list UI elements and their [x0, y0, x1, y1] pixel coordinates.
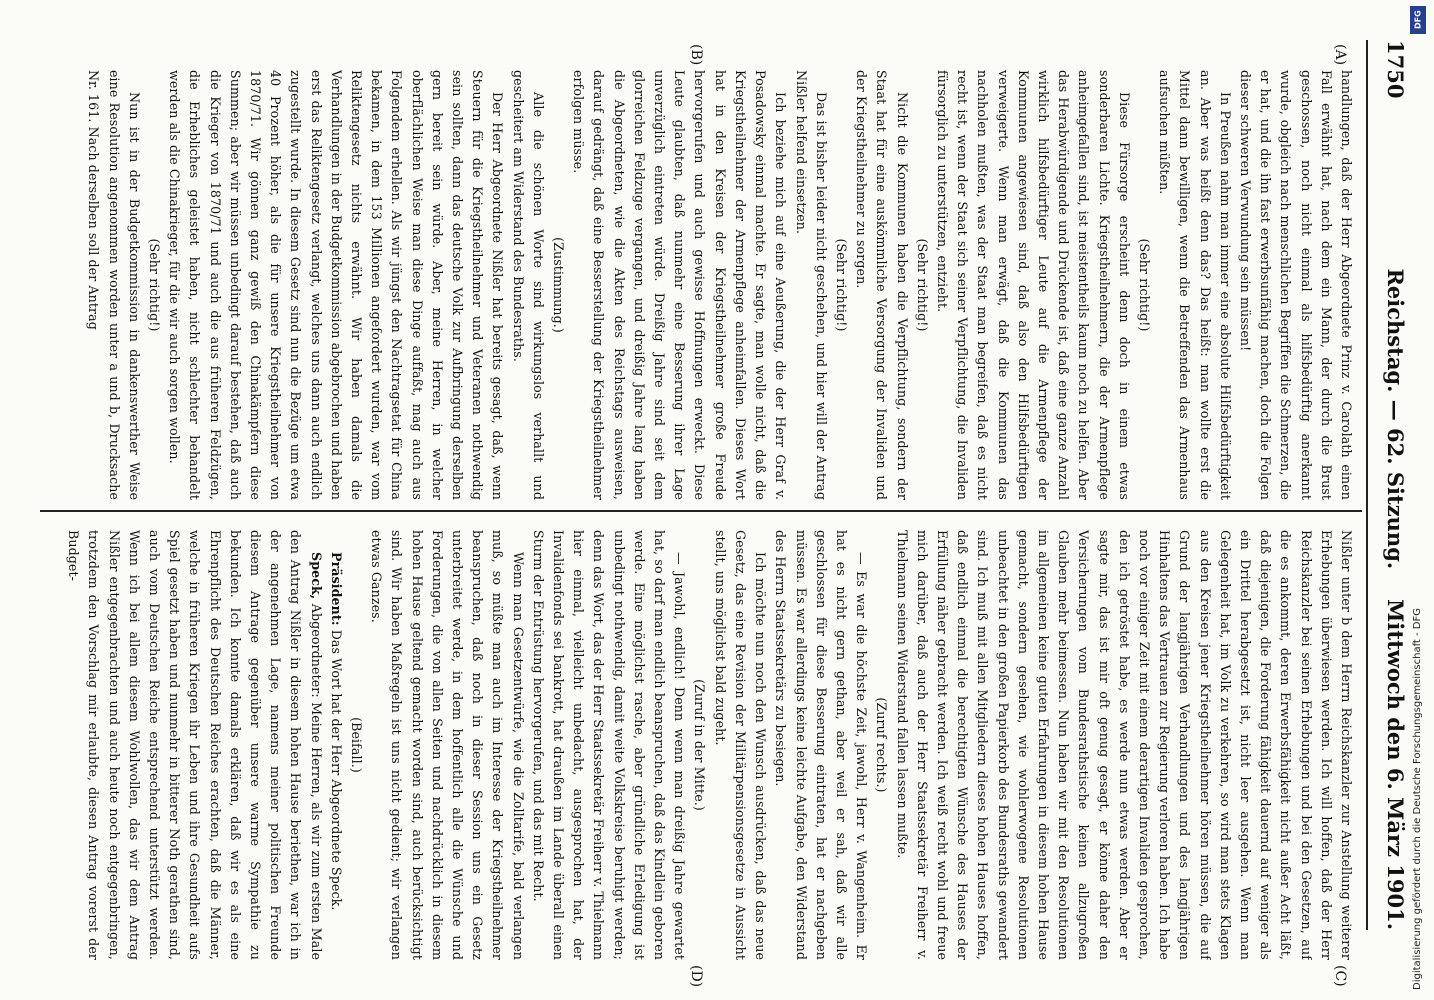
interjection: (Sehr richtig!) — [147, 238, 163, 332]
speech-speck — [63, 530, 326, 960]
column-divider — [40, 510, 1362, 512]
paragraph: Nißler unter b dem Herrn Reichskanzler zur Anstellung weiterer Erhebungen überwiesen werden. Ich will hoffen, daß der Herr Reichskanzler bei seinen Erhebungen und bei den Gesetzen, auf die es ankommt, deren Erwerbsfähigkeit nicht außer Acht läßt, daß diejenigen, die Forderung fähigkeit dauernd auf weniger als ein Drittel herabgesetzt ist, nicht leer ausgehen. Wenn man Gelegenheit hat, im Volk zu verkehren, so wird man stets Klagen aus den Kreisen jener Kriegstheilnehmer hören müssen, die auf Grund der langjährigen Verhandlungen und des langjährigen Hinhaltens das Vertrauen zur Regierung verloren haben. Ich habe noch vor einiger Zeit mit einem derartigen Invaliden gesprochen, den ich getröstet habe, es werde nun etwas werden. Aber er sagte mir, das ist mir oft genug gesagt, er könne daher den Versicherungen vom Bundesrathstische keinen allzugroßen Glauben mehr beimessen. Nun haben wir mit den Resolutionen im allgemeinen keine guten Erfahrungen in diesem hohen Hause gemacht, sondern gesehen, wie wohlerwogene Resolutionen unbeachtet in den großen Papierkorb des Bundesraths gewandert sind. Ich muß mit allen Mitgliedern dieses hohen Hauses hoffen, daß endlich einmal die berechtigten Wünsche des Hauses der Erfüllung näher gebracht werden. Ich weiß recht wohl und freue mich darüber, daß auch der Herr Staatssekretär Freiherr v. Thielmann seinen Widerstand fallen lassen mußte. — [894, 530, 1354, 960]
header-rule — [1366, 40, 1368, 930]
speech-text: Abgeordneter: Meine Herren, als wir zum ersten Male den Antrag Nißler in diesem hohen Hause beriethen, war ich in der angenehmen Lage, namens meiner politischen Freunde diesem Antrage gegenüber unsere warme Sympathie zu bekunden. Ich konnte damals erklären, daß wir es als eine Ehrenpflicht des Deutschen Reiches erachten, daß die Männer, welche in früheren Kriegen ihr Leben und ihre Gesundheit aufs Spiel gesetzt haben und nunmehr in bitterer Noth gerathen sind, auch vom Deutschen Reiche entsprechend unterstützt werden. Wenn ich bei allem diesem Wohlwollen, das wir dem Antrag Nißler entgegenbrachten und auch heute noch entgegenbringen, trotzdem den Vorschlag mir erlaubte, diesen Antrag vorerst der Budget- — [66, 530, 324, 960]
paragraph: handlungen, daß der Herr Abgeordnete Prinz v. Carolath einen Fall erwähnt hat, nach dem ein Mann, der durch die Brust geschossen, noch nicht einmal als hilfsbedürftig anerkannt wurde, obgleich nach menschlichen Begriffen die Schmerzen, die er hat, und die ihn fast erwerbsunfähig machen, doch die Folgen dieser schweren Verwundung sein müssen! — [1237, 70, 1354, 500]
paragraph: — Jawohl, endlich! Denn wenn man dreißig Jahre gewartet hat, so darf man endlich beanspruchen, daß das Kindlein geboren werde. Eine möglichst rasche, aber gründliche Erledigung ist unbedingt nothwendig, damit weite Volkskreise beruhigt werden; denn das Wort, das der Herr Staatssekretär Freiherr v. Thielmann hier einmal, vielleicht unbedacht, ausgesprochen hat, der Invalidenfonds sei bankrott, hat draußen im Lande überall einen Sturm der Entrüstung hervorgerufen, und das mit Recht. — [530, 530, 688, 960]
right-column — [40, 530, 1356, 960]
paragraph: Diese Fürsorge erscheint denn doch in einem etwas sonderbaren Lichte. Kriegstheilnehmern, die der Armenpflege anheimgefallen sind, ist meistentheils kaum noch zu helfen. Aber das Herabwürdigende und Drückende ist, daß eine ganze Anzahl wirklich hilfsbedürftiger Leute auf die Armenpflege der Kommunen angewiesen sind, daß also den Hilfsbedürftigen verweigerte. Wenn man erwägt, daß die Kommunen das nachholen mußten, was der Staat man begreifen, daß es nicht recht ist, wenn der Staat sich seiner Verpflichtung, die Invaliden fürsorglich zu unterstützen, entzieht. — [934, 70, 1132, 500]
margin-mark-c: (C) — [1332, 965, 1348, 987]
speech-president — [326, 530, 346, 960]
speaker-label: Speck, — [308, 552, 324, 600]
speech-text: Das Wort hat der Herr Abgeordnete Speck. — [328, 629, 344, 911]
left-column — [40, 70, 1356, 500]
interjection: (Sehr richtig!) — [833, 238, 849, 332]
paragraph: Ich möchte nun noch den Wunsch ausdrücken, daß das neue Gesetz, das eine Revision der Militärpensionsgesetze in Aussicht stellt, uns möglichst bald zugeht. — [712, 530, 769, 960]
speaker-label: Präsident: — [328, 552, 344, 626]
paragraph: Alle die schönen Worte sind wirkungslos verhallt und gescheitert am Widerstand des Bundesraths. — [510, 70, 546, 500]
interjection: (Zuruf in der Mitte.) — [692, 679, 708, 811]
credit-strip — [1404, 0, 1434, 1000]
interjection: (Sehr richtig!) — [1136, 238, 1152, 332]
margin-mark-b: (B) — [688, 44, 704, 66]
margin-mark-d: (D) — [688, 965, 704, 988]
paragraph: Das ist bisher leider nicht geschehen, und hier will der Antrag Nißler helfend einsetzen. — [793, 70, 829, 500]
session-date: Mittwoch den 6. März 1901. — [1383, 599, 1409, 930]
paragraph: Der Herr Abgeordnete Nißler hat bereits gesagt, daß, wenn Steuern für die Kriegstheilnehmer und Veteranen nothwendig sein sollten, dann das deutsche Volk zur Aufbringung derselben gern bereit sein würde. Aber, meine Herren, in welcher oberflächlichen Weise man diese Dinge auffaßt, mag auch aus Folgendem erhellen. Als wir jüngst den Nachtragsetat für China bekamen, in dem 153 Millionen angefordert wurden, war vom Reliktengesetz nichts erwähnt. Wir haben damals die Verhandlungen in der Budgetkommission abgebrochen und haben erst das Reliktengesetz verlangt, welches uns dann auch endlich zugestellt wurde. In diesem Gesetz sind nun die Bezüge um etwa 40 Prozent höher, als die für unsere Kriegstheilnehmer von 1870/71. Wir gönnen ganz gewiß den Chinakämpfern diese Summen; aber wir müssen unbedingt darauf bestehen, daß auch die Krieger von 1870/71 und auch die aus früheren Feldzügen, die Erhebliches geleistet haben, nicht schlechter behandelt werden als die Chinakrieger, für die wir auch sorgen wollen. — [167, 70, 506, 500]
interjection: (Zustimmung.) — [551, 237, 567, 333]
credit-text: Digitalisierung gefördert durch die Deutsche Forschungsgemeinschaft - DFG — [1412, 607, 1423, 990]
paragraph: — Es war die höchste Zeit, jawohl, Herr v. Wangenheim. Er hat es nicht gern gethan, aber weil er sah, daß wir alle geschlossen für diese Besserung eintraten, hat er nachgeben müssen. Es war allerdings keine leichte Aufgabe, den Widerstand des Herrn Staatssekretärs zu besiegen. — [773, 530, 870, 960]
page-number: 1750 — [1383, 40, 1409, 99]
interjection: (Sehr richtig!) — [914, 238, 930, 332]
paragraph: Nicht die Kommunen haben die Verpflichtung, sondern der Staat hat für eine auskömmliche Versorgung der Invaliden und der Kriegstheilnehmer zu sorgen. — [854, 70, 910, 500]
paragraph: Wenn man Gesetzentwürfe, wie die Zolltarife, bald verlangen muß, so müßte man auch im Interesse der Kriegstheilnehmer beanspruchen, daß noch in dieser Session uns ein Gesetz unterbreitet werde, in dem hoffentlich alle die Wünsche und Forderungen, die von allen Seiten und nachdrücklich in diesem hohen Hause geltend gemacht worden sind, auch berücksichtigt sind. Wir haben Maßregeln ist uns nicht gedient; wir verlangen etwas Ganzes. — [369, 530, 526, 960]
session-title: Reichstag. — 62. Sitzung. — [1383, 268, 1409, 570]
margin-mark-a: (A) — [1332, 44, 1348, 66]
dfg-logo: DFG — [1410, 6, 1426, 34]
interjection: (Zuruf rechts.) — [874, 697, 890, 793]
paragraph: In Preußen nahm man immer eine absolute Hilfsbedürftigkeit an. Aber was heißt denn das? Das heißt: man wollte erst die Mittel dann bewilligen, wenn die Betreffenden das Armenhaus aufsuchen müßten. — [1157, 70, 1233, 500]
interjection: (Beifall.) — [349, 717, 365, 773]
paragraph: Nun ist in der Budgetkommission in dankenswerther Weise eine Resolution angenommen worden unter a und b, Drucksache Nr. 161. Nach derselben soll der Antrag — [86, 70, 142, 500]
paragraph: Ich beziehe mich auf eine Aeußerung, die der Herr Graf v. Posadowsky einmal machte. Er sagte, man wolle nicht, daß die Kriegstheilnehmer der Armenpflege anheimfallen. Dieses Wort hat in den Kreisen der Kriegstheilnehmer große Freude hervorgerufen und auch gewisse Hoffnungen erweckt. Diese Leute glaubten, daß nunmehr eine Besserung ihrer Lage unverzüglich eintreten würde. Dreißig Jahre sind seit dem glorreichen Feldzuge vergangen, und dreißig Jahre lang haben die Abgeordneten, wie die Akten des Reichstags ausweisen, darauf gedrängt, daß eine Besserstellung der Kriegstheilnehmer erfolgen müsse. — [571, 70, 789, 500]
